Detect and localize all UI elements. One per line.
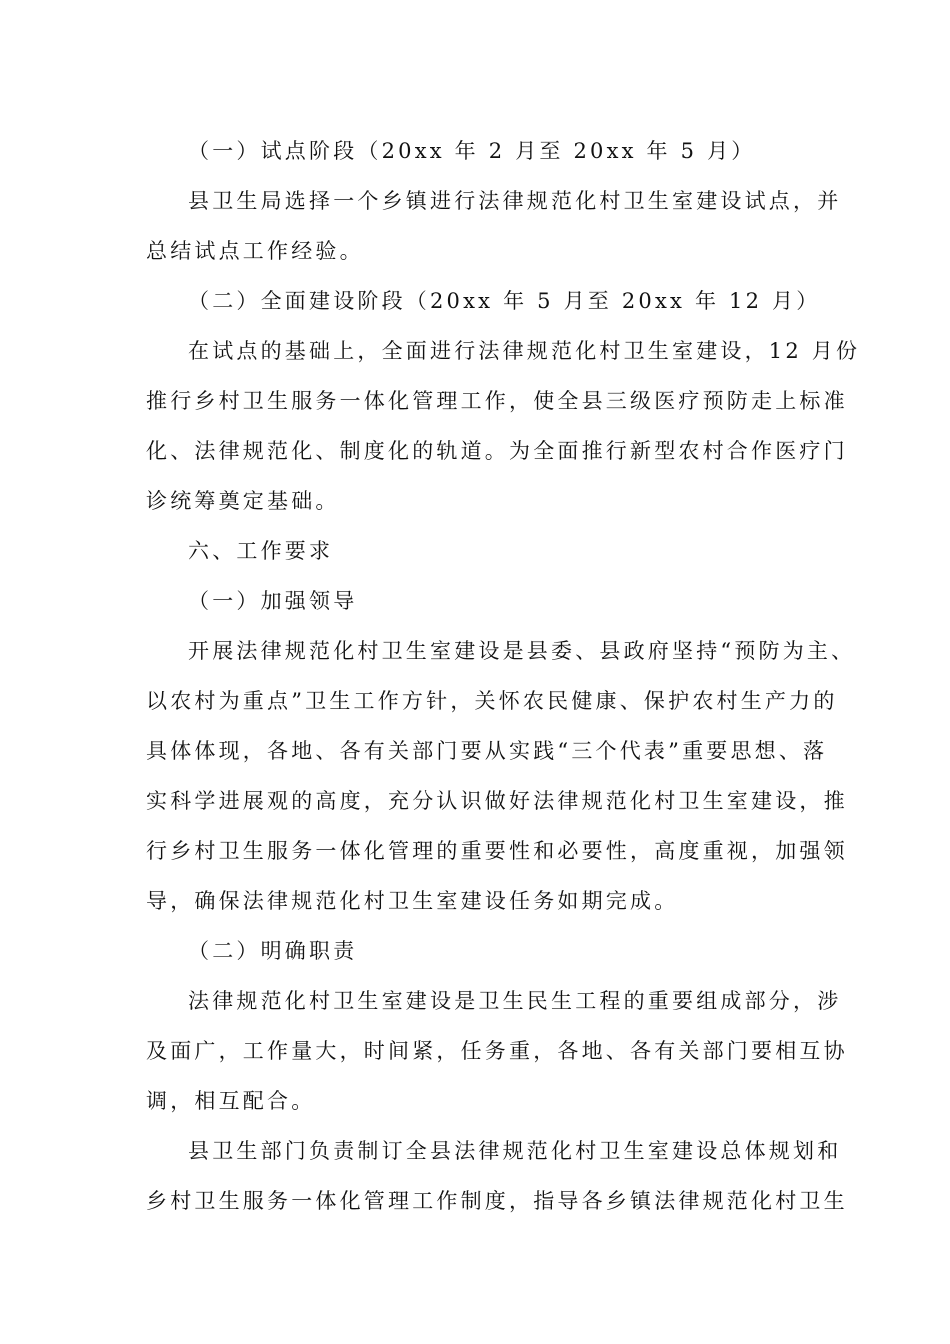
paragraph-line: 以农村为重点”卫生工作方针，关怀农民健康、保护农村生产力的 [146,689,838,713]
paragraph-line: 导，确保法律规范化村卫生室建设任务如期完成。 [146,889,679,913]
paragraph-line: 县卫生局选择一个乡镇进行法律规范化村卫生室建设试点，并 [188,189,842,213]
paragraph-line: 推行乡村卫生服务一体化管理工作，使全县三级医疗预防走上标准 [146,389,848,413]
paragraph-line: 诊统筹奠定基础。 [146,489,340,513]
paragraph-line: 化、法律规范化、制度化的轨道。为全面推行新型农村合作医疗门 [146,439,848,463]
paragraph-line: 法律规范化村卫生室建设是卫生民生工程的重要组成部分，涉 [188,989,842,1013]
heading-pilot-phase: （一）试点阶段（20xx 年 2 月至 20xx 年 5 月） [188,139,756,163]
paragraph-line: 调，相互配合。 [146,1089,316,1113]
section-heading-work-requirements: 六、工作要求 [188,539,334,563]
paragraph-line: 在试点的基础上，全面进行法律规范化村卫生室建设，12 月份 [188,339,861,363]
heading-clarify-duties: （二）明确职责 [188,939,358,963]
paragraph-line: 乡村卫生服务一体化管理工作制度，指导各乡镇法律规范化村卫生 [146,1189,848,1213]
heading-strengthen-leadership: （一）加强领导 [188,589,358,613]
paragraph-line: 行乡村卫生服务一体化管理的重要性和必要性，高度重视，加强领 [146,839,848,863]
paragraph-line: 具体体现，各地、各有关部门要从实践“三个代表”重要思想、落 [146,739,828,763]
paragraph-line: 总结试点工作经验。 [146,239,364,263]
paragraph-line: 及面广，工作量大，时间紧，任务重，各地、各有关部门要相互协 [146,1039,848,1063]
paragraph-line: 实科学进展观的高度，充分认识做好法律规范化村卫生室建设，推 [146,789,848,813]
paragraph-line: 县卫生部门负责制订全县法律规范化村卫生室建设总体规划和 [188,1139,842,1163]
paragraph-line: 开展法律规范化村卫生室建设是县委、县政府坚持“预防为主、 [188,639,856,663]
heading-full-construction-phase: （二）全面建设阶段（20xx 年 5 月至 20xx 年 12 月） [188,289,821,313]
